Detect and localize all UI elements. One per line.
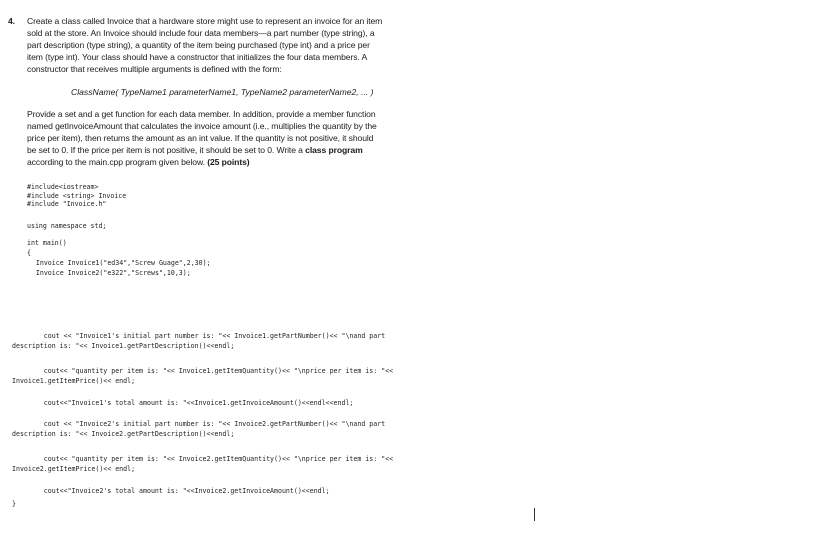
code-statement: cout<<"Invoice2's total amount is: "<<Invoice2.getInvoiceAmount()<<endl; [12, 487, 330, 495]
intro-line: part description (type string), a quantity of the item being purchased (type int) and a price per [27, 40, 370, 50]
body-line-text: according to the main.cpp program given below. [27, 157, 205, 167]
text-cursor [534, 508, 535, 521]
body-line: price per item), then returns the amount as an int value. If the quantity is not positive, it should [27, 133, 374, 143]
code-main-open: int main() { [27, 239, 67, 257]
intro-line: Create a class called Invoice that a hardware store might use to represent an invoice for an item [27, 16, 383, 26]
question-requirements [27, 108, 467, 168]
code-main-close: } [12, 500, 16, 508]
code-includes: #include<iostream> #include <string> Invoice #include "Invoice.h" [27, 183, 127, 208]
code-statement: cout<<"Invoice1's total amount is: "<<Invoice1.getInvoiceAmount()<<endl<<endl; [12, 399, 354, 407]
code-statement: cout << "Invoice2's initial part number is: "<< Invoice2.getPartNumber()<< "\nand part description is: "<< Invoice2.getPartDescription()<<endl; [12, 420, 386, 438]
points-label: (25 points) [207, 157, 250, 167]
body-line-text: be set to 0. If the price per item is not positive, it should be set to 0. Write a [27, 145, 303, 155]
question-intro [27, 15, 467, 75]
code-statement: cout<< "quantity per item is: "<< Invoice2.getItemQuantity()<< "\nprice per item is: "<< Invoice2.getItemPrice()<< endl; [12, 455, 394, 473]
body-line [27, 144, 467, 156]
intro-line: item (type int). Your class should have a constructor that initializes the four data members. A [27, 52, 368, 62]
code-namespace: using namespace std; [27, 222, 107, 230]
class-program-emphasis: class program [305, 145, 363, 155]
body-line: Provide a set and a get function for each data member. In addition, provide a member function [27, 109, 376, 119]
question-number: 4. [8, 16, 15, 26]
code-object-declarations: Invoice Invoice1("ed34","Screw Guage",2,30); Invoice Invoice2("e322","Screws",10,3); [35, 259, 211, 277]
intro-line: constructor that receives multiple arguments is defined with the form: [27, 64, 282, 74]
body-line [27, 156, 467, 168]
constructor-signature: ClassName( TypeName1 parameterName1, TypeName2 parameterName2, ... ) [71, 87, 374, 97]
intro-line: sold at the store. An Invoice should include four data members—a part number (type string), a [27, 28, 375, 38]
body-line: named getInvoiceAmount that calculates the invoice amount (i.e., multiplies the quantity by the [27, 121, 377, 131]
code-statement: cout<< "quantity per item is: "<< Invoice1.getItemQuantity()<< "\nprice per item is: "<< Invoice1.getItemPrice()<< endl; [12, 367, 394, 385]
code-statement: cout << "Invoice1's initial part number is: "<< Invoice1.getPartNumber()<< "\nand part description is: "<< Invoice1.getPartDescription()<<endl; [12, 332, 386, 350]
